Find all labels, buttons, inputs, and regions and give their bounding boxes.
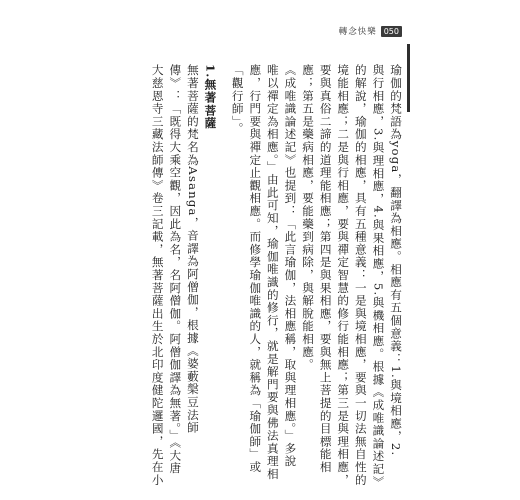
page-number: 050: [381, 26, 402, 37]
text-column: 的解說，瑜伽的相應，具有五種意義：一是與境相應，要與一切法無自性的: [353, 64, 368, 487]
text-column: 與行相應，3.與理相應，4.與果相應，5.與機相應。根據《成唯識論述記》: [371, 64, 386, 489]
text-column: 瑜伽的梵語為yoga，翻譯為相應。相應有五個意義：1.與境相應，2.: [389, 64, 403, 457]
text-column: 「觀行師」。: [230, 64, 245, 135]
text-column: 應；第五是藥病相應，要能藥到病除，與解脫能相應。: [301, 64, 316, 372]
text-column: 境能相應；二是與行相應，要與禪定智慧的修行能相應；第三是與理相應，: [336, 64, 351, 487]
text-column: 傳》：「既得大乘空觀，因此為名，名阿僧伽。阿僧伽譯為無著。」《大唐: [168, 64, 183, 475]
text-column: 唯以禪定為相應。」由此可知，瑜伽唯識的修行，就是解門要與佛法真理相: [265, 64, 280, 481]
section-heading: 1.無著菩薩: [203, 64, 218, 130]
vertical-text-body: [122, 64, 403, 489]
text-column: 無著菩薩的梵名為Asanga，音譯為阿僧伽，根據《婆藪槃豆法師: [185, 64, 200, 435]
book-title: 轉念快樂: [338, 27, 377, 37]
page-edge-marker: [407, 44, 410, 112]
text-column: 要與真俗二諦的道理能相應；第四是與果相應，要與無上菩提的目標能相: [318, 64, 333, 474]
running-header: [339, 25, 402, 37]
text-column: 應，行門要與禪定止觀相應。而修學瑜伽唯識的人，就稱為「瑜伽師」或: [248, 64, 263, 474]
text-column: 《成唯識論述記》也提到：「此言瑜伽，法相應稱，取與理相應。」多說: [283, 64, 298, 468]
text-column: 大慈恩寺三藏法師傳》卷三記載，無著菩薩出生於北印度健陀邏國，先在小: [150, 64, 165, 487]
column-spacer: [222, 64, 226, 470]
